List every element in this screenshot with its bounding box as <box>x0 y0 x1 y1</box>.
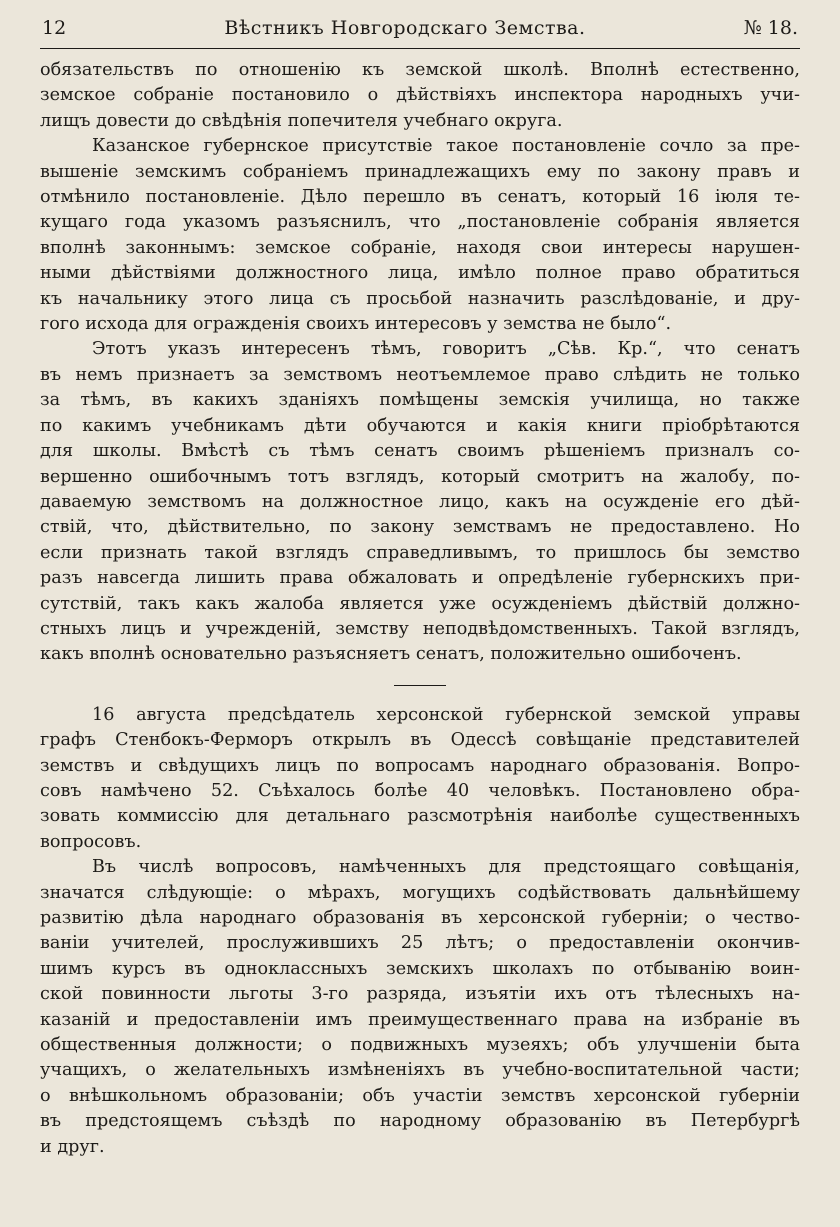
text-line: вполнѣ законнымъ: земское собраніе, находя свои интересы нарушен- <box>40 237 800 258</box>
body-text <box>40 58 800 1160</box>
text-line: вопросовъ. <box>40 831 142 852</box>
paragraph <box>40 855 800 1160</box>
header-rule <box>40 48 800 49</box>
text-line: если признать такой взглядъ справедливымъ, то пришлось бы земство <box>40 542 800 563</box>
text-line: лищъ довести до свѣдѣнія попечителя учебнаго округа. <box>40 110 563 131</box>
text-line: развитію дѣла народнаго образованія въ херсонской губерніи; о чество- <box>40 908 800 928</box>
text-line: учащихъ, о желательныхъ измѣненіяхъ въ учебно-воспитательной части; <box>40 1060 800 1081</box>
text-line: ными дѣйствіями должностного лица, имѣло полное право обратиться <box>40 263 800 284</box>
text-line: ской повинности льготы 3-го разряда, изъятіи ихъ отъ тѣлесныхъ на- <box>40 984 800 1005</box>
text-line: разъ навсегда лишить права обжаловать и опредѣленіе губернскихъ при- <box>40 568 800 589</box>
text-line: общественныя должности; о подвижныхъ музеяхъ; объ улучшеніи быта <box>40 1035 800 1056</box>
text-line: въ предстоящемъ съѣздѣ по народному образованію въ Петербургѣ <box>40 1111 800 1132</box>
text-line: обязательствъ по отношенію къ земской школѣ. Вполнѣ естественно, <box>40 60 800 80</box>
text-line: отмѣнило постановленіе. Дѣло перешло въ сенатъ, который 16 іюля те- <box>40 187 800 208</box>
paragraph <box>40 337 800 667</box>
journal-title: Вѣстникъ Новгородскаго Земства. <box>224 17 586 39</box>
text-line: зовать коммиссію для детальнаго разсмотрѣнія наиболѣе существенныхъ <box>40 806 800 827</box>
text-line: Казанское губернское присутствіе такое постановленіе сочло за пре- <box>92 136 800 157</box>
running-header <box>40 14 800 42</box>
text-line: вышеніе земскимъ собраніемъ принадлежащихъ ему по закону правъ и <box>40 161 800 182</box>
text-line: ствій, что, дѣйствительно, по закону земствамъ не предоставлено. Но <box>40 517 800 538</box>
text-line: и друг. <box>40 1136 105 1157</box>
text-line: значатся слѣдующіе: о мѣрахъ, могущихъ содѣйствовать дальнѣйшему <box>40 882 800 903</box>
text-line: по какимъ учебникамъ дѣти обучаются и какія книги пріобрѣтаются <box>40 415 800 436</box>
text-line: вершенно ошибочнымъ тотъ взглядъ, который смотритъ на жалобу, по- <box>40 466 800 487</box>
text-line: ваніи учителей, прослужившихъ 25 лѣтъ; о предоставленіи окончив- <box>40 933 800 954</box>
text-line: Этотъ указъ интересенъ тѣмъ, говоритъ „Сѣв. Кр.“, что сенатъ <box>92 339 800 360</box>
text-line: сутствій, такъ какъ жалоба является уже осужденіемъ дѣйствій должно- <box>40 593 800 614</box>
text-line: въ немъ признаетъ за земствомъ неотъемлемое право слѣдить не только <box>40 364 800 385</box>
text-line: кущаго года указомъ разъяснилъ, что „постановленіе собранія является <box>40 212 800 233</box>
issue-number: № 18. <box>743 17 798 39</box>
text-line: гого исхода для огражденія своихъ интересовъ у земства не было“. <box>40 314 672 335</box>
text-line: 16 августа предсѣдатель херсонской губернской земской управы <box>92 704 800 725</box>
text-line: совъ намѣчено 52. Съѣхалось болѣе 40 человѣкъ. Постановлено обра- <box>40 780 800 801</box>
text-line: какъ вполнѣ основательно разъясняетъ сенатъ, положительно ошибоченъ. <box>40 644 742 665</box>
page-number: 12 <box>42 17 67 39</box>
text-line: о внѣшкольномъ образованіи; объ участіи земствъ херсонской губерніи <box>40 1085 800 1106</box>
text-line: для школы. Вмѣстѣ съ тѣмъ сенатъ своимъ рѣшеніемъ призналъ со- <box>40 441 800 462</box>
paragraph <box>40 134 800 337</box>
text-line: даваемую земствомъ на должностное лицо, какъ на осужденіе его дѣй- <box>40 491 800 512</box>
text-line: шимъ курсъ въ одноклассныхъ земскихъ школахъ по отбыванію воин- <box>40 958 800 979</box>
text-line: къ начальнику этого лица съ просьбой назначить разслѣдованіе, и дру- <box>40 288 800 309</box>
paragraph <box>40 58 800 134</box>
text-line: земствъ и свѣдущихъ лицъ по вопросамъ народнаго образованія. Вопро- <box>40 755 800 776</box>
text-line: земское собраніе постановило о дѣйствіяхъ инспектора народныхъ учи- <box>40 85 800 106</box>
text-line: казаній и предоставленіи имъ преимущественнаго права на избраніе въ <box>40 1009 800 1030</box>
text-line: Въ числѣ вопросовъ, намѣченныхъ для предстоящаго совѣщанія, <box>92 857 800 878</box>
text-line: за тѣмъ, въ какихъ зданіяхъ помѣщены земскія училища, но также <box>40 390 800 411</box>
text-line: стныхъ лицъ и учрежденій, земству неподвѣдомственныхъ. Такой взглядъ, <box>40 618 800 639</box>
text-line: графъ Стенбокъ-Ферморъ открылъ въ Одессѣ совѣщаніе представителей <box>40 730 800 751</box>
section-divider <box>394 685 446 686</box>
paragraph <box>40 703 800 855</box>
